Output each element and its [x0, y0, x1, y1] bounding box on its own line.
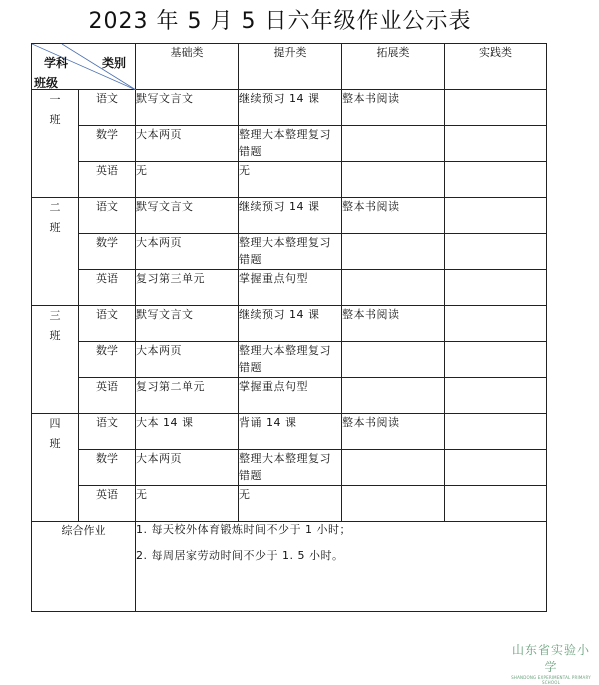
extension-homework-cell	[342, 234, 445, 270]
practice-homework-cell	[445, 126, 547, 162]
practice-homework-cell	[445, 198, 547, 234]
homework-table	[31, 43, 547, 612]
practice-homework-cell	[445, 234, 547, 270]
subject-cell: 英语	[79, 270, 136, 306]
subject-cell: 数学	[79, 450, 136, 486]
school-logo-english: SHANDONG EXPERIMENTAL PRIMARY SCHOOL	[511, 675, 591, 685]
subject-cell: 数学	[79, 126, 136, 162]
advanced-homework-cell: 继续预习 14 课	[239, 306, 342, 342]
extension-homework-cell	[342, 342, 445, 378]
table-row	[32, 414, 547, 450]
subject-cell: 语文	[79, 414, 136, 450]
col-header-advanced: 提升类	[239, 44, 342, 90]
advanced-homework-cell: 继续预习 14 课	[239, 198, 342, 234]
table-row	[32, 90, 547, 126]
table-row	[32, 450, 547, 486]
extension-homework-cell: 整本书阅读	[342, 414, 445, 450]
basic-homework-cell: 无	[136, 162, 239, 198]
extension-homework-cell	[342, 162, 445, 198]
extension-homework-cell	[342, 378, 445, 414]
class-name: 三班	[49, 309, 61, 342]
class-name: 一班	[49, 93, 61, 126]
extension-homework-cell	[342, 486, 445, 522]
page-title: 2023 年 5 月 5 日六年级作业公示表	[88, 9, 472, 34]
table-row	[32, 126, 547, 162]
practice-homework-cell	[445, 270, 547, 306]
subject-cell: 数学	[79, 234, 136, 270]
practice-homework-cell	[445, 342, 547, 378]
class-name-cell	[32, 198, 79, 306]
summary-row	[32, 522, 547, 612]
subject-cell: 英语	[79, 378, 136, 414]
corner-subject-label: 学科	[44, 56, 69, 70]
basic-homework-cell: 大本两页	[136, 126, 239, 162]
summary-item: 2. 每周居家劳动时间不少于 1. 5 小时。	[136, 549, 344, 562]
table-row	[32, 378, 547, 414]
col-header-basic: 基础类	[136, 44, 239, 90]
subject-cell: 英语	[79, 162, 136, 198]
advanced-homework-cell: 背诵 14 课	[239, 414, 342, 450]
practice-homework-cell	[445, 162, 547, 198]
basic-homework-cell: 复习第二单元	[136, 378, 239, 414]
advanced-homework-cell: 掌握重点句型	[239, 270, 342, 306]
extension-homework-cell: 整本书阅读	[342, 198, 445, 234]
practice-homework-cell	[445, 414, 547, 450]
advanced-homework-cell: 无	[239, 486, 342, 522]
basic-homework-cell: 大本两页	[136, 342, 239, 378]
class-name: 二班	[49, 201, 61, 234]
header-row	[32, 44, 547, 90]
basic-homework-cell: 默写文言文	[136, 198, 239, 234]
extension-homework-cell: 整本书阅读	[342, 306, 445, 342]
table-row	[32, 234, 547, 270]
advanced-homework-cell: 整理大本整理复习错题	[239, 450, 342, 486]
subject-cell: 语文	[79, 306, 136, 342]
table-row	[32, 306, 547, 342]
corner-class-label: 班级	[34, 76, 59, 90]
table-row	[32, 270, 547, 306]
advanced-homework-cell: 整理大本整理复习错题	[239, 126, 342, 162]
table-row	[32, 486, 547, 522]
basic-homework-cell: 大本 14 课	[136, 414, 239, 450]
basic-homework-cell: 默写文言文	[136, 306, 239, 342]
practice-homework-cell	[445, 306, 547, 342]
advanced-homework-cell: 掌握重点句型	[239, 378, 342, 414]
advanced-homework-cell: 无	[239, 162, 342, 198]
basic-homework-cell: 默写文言文	[136, 90, 239, 126]
practice-homework-cell	[445, 450, 547, 486]
advanced-homework-cell: 整理大本整理复习错题	[239, 342, 342, 378]
class-name-cell	[32, 90, 79, 198]
extension-homework-cell	[342, 270, 445, 306]
extension-homework-cell	[342, 450, 445, 486]
table-row	[32, 198, 547, 234]
subject-cell: 语文	[79, 90, 136, 126]
class-name: 四班	[49, 417, 61, 450]
extension-homework-cell: 整本书阅读	[342, 90, 445, 126]
col-header-practice: 实践类	[445, 44, 547, 90]
subject-cell: 语文	[79, 198, 136, 234]
summary-item: 1. 每天校外体育锻炼时间不少于 1 小时；	[136, 523, 351, 536]
basic-homework-cell: 复习第三单元	[136, 270, 239, 306]
summary-content	[136, 522, 547, 612]
basic-homework-cell: 无	[136, 486, 239, 522]
practice-homework-cell	[445, 90, 547, 126]
school-logo-name: 山东省实验小学	[511, 643, 590, 674]
class-name-cell	[32, 414, 79, 522]
basic-homework-cell: 大本两页	[136, 450, 239, 486]
class-name-cell	[32, 306, 79, 414]
extension-homework-cell	[342, 126, 445, 162]
table-row	[32, 342, 547, 378]
subject-cell: 数学	[79, 342, 136, 378]
basic-homework-cell: 大本两页	[136, 234, 239, 270]
subject-cell: 英语	[79, 486, 136, 522]
advanced-homework-cell: 继续预习 14 课	[239, 90, 342, 126]
summary-label: 综合作业	[32, 522, 136, 612]
advanced-homework-cell: 整理大本整理复习错题	[239, 234, 342, 270]
practice-homework-cell	[445, 486, 547, 522]
school-logo	[507, 641, 595, 685]
corner-category-label: 类别	[101, 56, 126, 70]
table-row	[32, 162, 547, 198]
col-header-extension: 拓展类	[342, 44, 445, 90]
practice-homework-cell	[445, 378, 547, 414]
corner-cell	[32, 44, 136, 90]
